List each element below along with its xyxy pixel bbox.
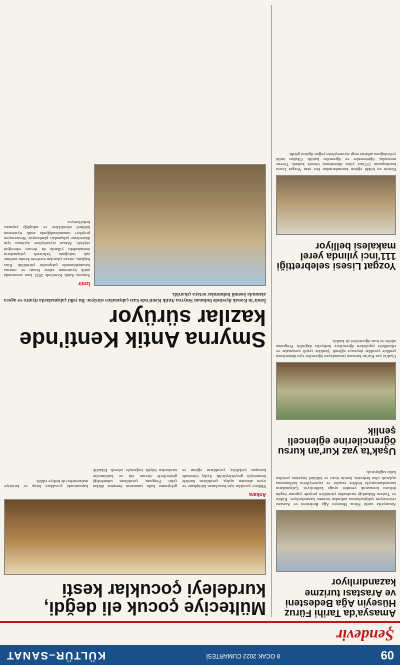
- photo-smyrna-excavation: [94, 164, 266, 286]
- byline-smyrna: İzmir: [78, 280, 90, 287]
- byline-refugee: Ankara: [249, 491, 266, 498]
- body-smyrna: Smyrna Antik Kenti'nde 2021 kazı sezonunda antik tiyatronun sahne binası ve oturma basamaklarında çalışmalar yürütüldü. Kazı başkanı, ortaya çıkarılan eserlerin kentin tarihine ışık tuttuğunu belirterek çalışmaların önümüzdeki yıllarda da devam edeceğini söyledi. Alanın ziyaretçilere açılması için düzenleme çalışmaları planlanıyor. Restorasyon projeleri tamamlandığında antik tiyatronun kültürel etkinliklere ev sahipliği yapması hedefleniyor.: [4, 220, 90, 279]
- page-header-bar: [0, 645, 400, 665]
- headline-usak: Uşak'ta yaz Kur'an kursu öğrencilerine eğlenceli şenlik: [277, 424, 396, 456]
- headline-refugee: Mülteciye çocuk eli değdi, kurdeleyi çocuklar kesti: [43, 579, 266, 618]
- column-divider: [271, 5, 272, 617]
- article-yozgat: [276, 151, 396, 270]
- lead-smyrna: İzmir'in Konak ilçesinde bulunan Smyrna Antik Kenti'nde kazı çalışmaları sürüyor. Bu yılki çalışmalarda tiyatro ve agora alanında önemli buluntular ortaya çıkarıldı.: [4, 291, 266, 303]
- headline-yozgat: Yozgat Lisesi selebrettiği 111'inci yılında yerel makalesi belliyor: [276, 239, 396, 271]
- photo-ribbon-cutting: [4, 499, 266, 575]
- newspaper-logo: Şendevir: [336, 626, 394, 643]
- photo-yozgat-school: [276, 175, 396, 235]
- header-rule: [0, 621, 400, 623]
- issue-date: 8 OCAK 2022 CUMARTESİ: [206, 652, 281, 658]
- article-refugee-children: [4, 468, 266, 617]
- article-smyrna: [4, 164, 266, 350]
- article-usak: [276, 338, 396, 455]
- article-amasya: [276, 470, 396, 617]
- body-refugee: Mülteci çocuklar için hazırlanan kütüphane ve oyun alanının açılışı, çocukların kurdele kesmesiyle gerçekleştirildi. Açılış töreninde konuşan yetkililer, çocukların eğitim ve gelişimine katkı sunmanın önemine dikkat çekti. Program, çocukların sahnelediği gösterilerle devam etti ve katılımcılar tarafından büyük beğeniyle izlendi. Etkinlik kapsamında çocuklara kitap ve kırtasiye malzemeleri de hediye edildi.: [4, 468, 266, 490]
- page-number: 09: [380, 648, 394, 662]
- body-yozgat: Kentin en köklü eğitim kurumlarından biri olan Yozgat Lisesi kuruluşunun 111'inci yılını düzenlenen törenle kutladı. Törene mezunlar, öğretmenler ve öğrenciler katıldı. Okulun tarihi yolculuğunu anlatan sergi ziyaretçilerin yoğun ilgisini gördü.: [276, 151, 396, 173]
- body-usak: Uşak'ta yaz Kur'an kursunu tamamlayan öğrenciler için düzenlenen şenlikte çocuklar doyasıya eğlendi. Şenlikte çeşitli yarışmalar ve etkinlikler yapılırken öğrencilere hediyeler dağıtıldı. Programa aileler ve kurs öğreticileri de katıldı.: [276, 338, 396, 360]
- body-amasya: Amasya'da tarihi Füruz Hüseyin Ağa Bedesteni ve Arastası restorasyon çalışmalarının ardından turizme kazandırılıyor. Kültür ve Turizm Bakanlığı tarafından yürütülen projede yapının özgün dokusu korunarak yeniden ayağa kaldırılıyor. Çalışmaların tamamlanmasıyla birlikte esnafın ve ziyaretçilerin kullanımına açılacak olan bedesten, kentin ticari ve kültürel hayatına yeniden katkı sağlayacak.: [276, 470, 396, 508]
- photo-usak-festival: [276, 362, 396, 420]
- headline-smyrna: Smyrna Antik Kenti'nde kazılar sürüyor: [19, 304, 266, 352]
- headline-amasya: Amasya'da Tarihi Füruz Hüseyin Ağa Bedesteni ve Arastası turizme kazandırılıyor: [284, 576, 396, 618]
- photo-amasya-bazaar: [276, 510, 396, 572]
- section-title: KÜLTÜR–SANAT: [6, 649, 106, 661]
